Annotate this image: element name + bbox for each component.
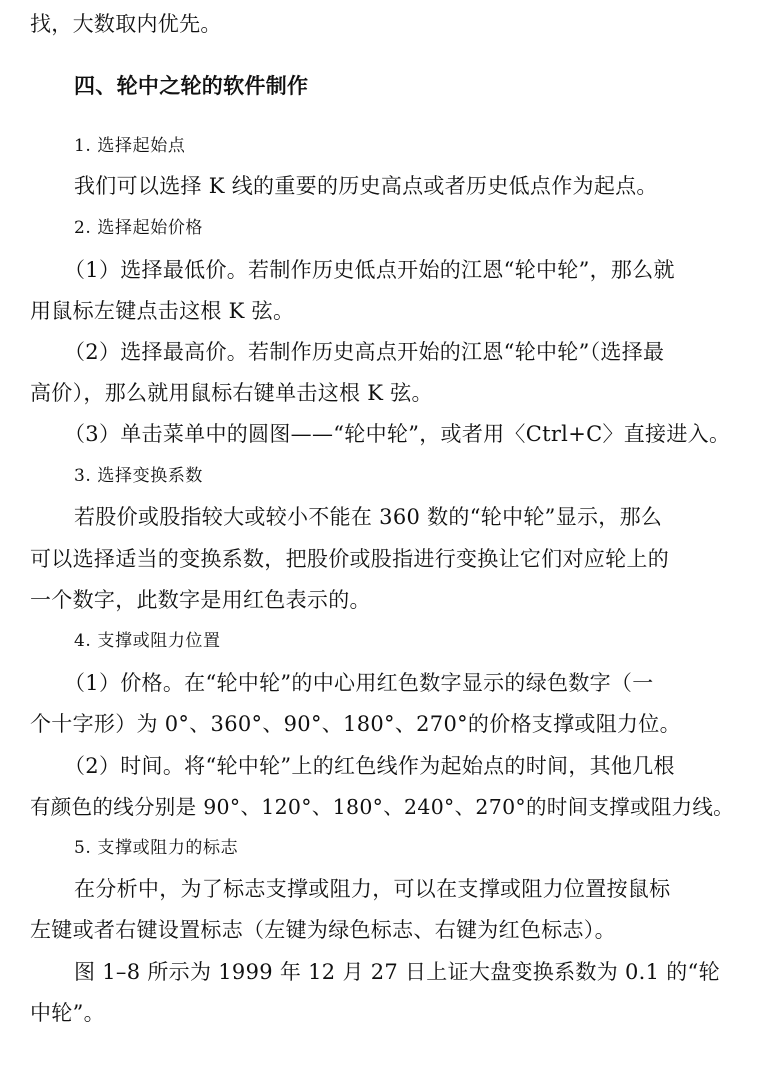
- subsection-heading: 2. 选择起始价格: [74, 218, 204, 238]
- paragraph-line: 在分析中，为了标志支撑或阻力，可以在支撑或阻力位置按鼠标: [74, 877, 671, 901]
- paragraph-line: 一个数字，此数字是用红色表示的。: [30, 588, 371, 612]
- paragraph-line: （2）时间。将“轮中轮”上的红色线作为起始点的时间，其他几根: [64, 754, 675, 778]
- paragraph-line: 高价），那么就用鼠标右键单击这根 K 弦。: [30, 381, 433, 405]
- subsection-heading: 4. 支撑或阻力位置: [74, 631, 221, 651]
- paragraph-line: 个十字形）为 0°、360°、90°、180°、270°的价格支撑或阻力位。: [30, 712, 681, 736]
- paragraph-line: 有颜色的线分别是 90°、120°、180°、240°、270°的时间支撑或阻力线。: [30, 795, 734, 819]
- paragraph-line: 左键或者右键设置标志（左键为绿色标志、右键为红色标志）。: [30, 918, 616, 942]
- paragraph-line: 图 1–8 所示为 1999 年 12 月 27 日上证大盘变换系数为 0.1 的“轮: [74, 960, 720, 984]
- paragraph-line: （2）选择最高价。若制作历史高点开始的江恩“轮中轮”（选择最: [64, 340, 665, 364]
- paragraph-line: 可以选择适当的变换系数，把股价或股指进行变换让它们对应轮上的: [30, 547, 669, 571]
- paragraph-line: （1）选择最低价。若制作历史低点开始的江恩“轮中轮”，那么就: [64, 258, 675, 282]
- paragraph-line: 用鼠标左键点击这根 K 弦。: [30, 299, 295, 323]
- section-heading: 四、轮中之轮的软件制作: [74, 74, 309, 98]
- paragraph-line: 中轮”。: [30, 1001, 105, 1025]
- paragraph-line: 若股价或股指较大或较小不能在 360 数的“轮中轮”显示，那么: [74, 505, 663, 529]
- paragraph-line: （1）价格。在“轮中轮”的中心用红色数字显示的绿色数字（一: [64, 671, 654, 695]
- subsection-heading: 1. 选择起始点: [74, 136, 186, 156]
- subsection-heading: 3. 选择变换系数: [74, 466, 204, 486]
- paragraph-line: （3）单击菜单中的圆图——“轮中轮”，或者用〈Ctrl+C〉直接进入。: [64, 422, 731, 446]
- paragraph-line: 找，大数取内优先。: [30, 12, 222, 36]
- paragraph-line: 我们可以选择 K 线的重要的历史高点或者历史低点作为起点。: [74, 174, 658, 198]
- subsection-heading: 5. 支撑或阻力的标志: [74, 838, 239, 858]
